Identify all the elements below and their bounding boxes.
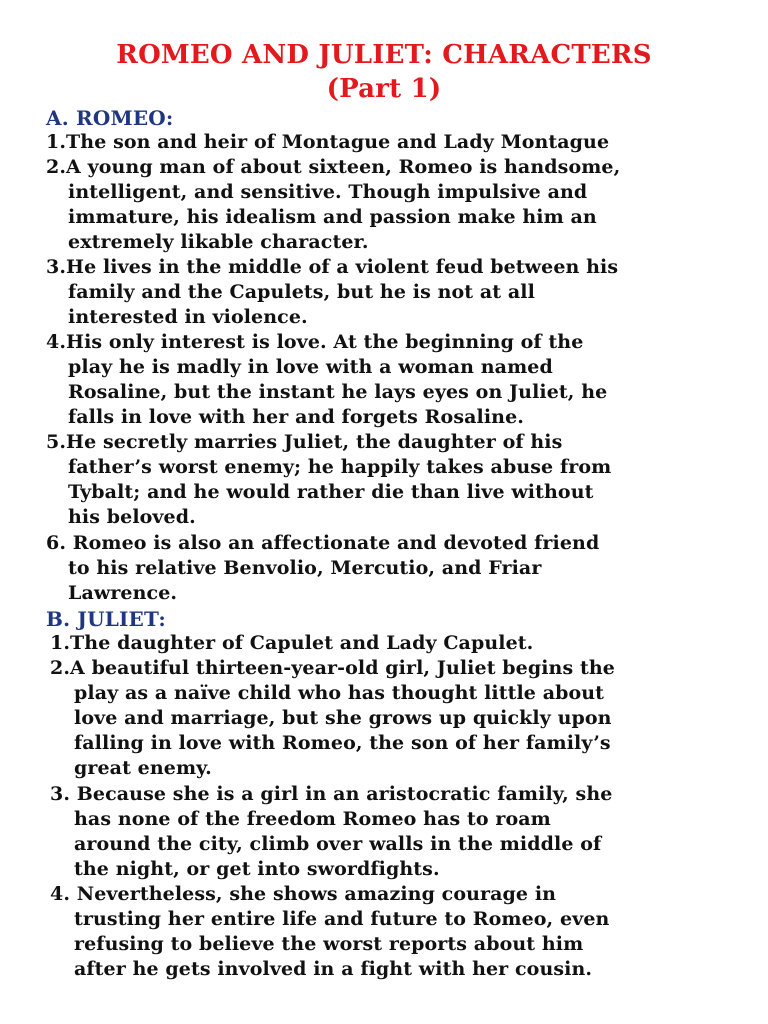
item-line: 5.He secretly marries Juliet, the daughter of his	[46, 431, 563, 453]
item-line: family and the Capulets, but he is not at all	[68, 281, 535, 303]
romeo-item-3	[46, 255, 618, 330]
item-line: around the city, climb over walls in the middle of	[74, 833, 602, 855]
item-line: extremely likable character.	[68, 231, 369, 253]
item-line: refusing to believe the worst reports about him	[74, 933, 584, 955]
romeo-item-1	[46, 130, 609, 155]
item-line: falling in love with Romeo, the son of her family’s	[74, 732, 611, 754]
item-line: falls in love with her and forgets Rosaline.	[68, 406, 524, 428]
page-title: ROMEO AND JULIET: CHARACTERS	[116, 40, 652, 70]
section-heading-juliet: B. JULIET:	[46, 607, 166, 631]
section-heading-romeo: A. ROMEO:	[46, 106, 174, 130]
item-line: love and marriage, but she grows up quickly upon	[74, 707, 612, 729]
item-line: 4.His only interest is love. At the beginning of the	[46, 331, 584, 353]
item-line: Tybalt; and he would rather die than live without	[68, 481, 594, 503]
item-line: play as a naïve child who has thought little about	[74, 682, 605, 704]
item-line: 2.A young man of about sixteen, Romeo is handsome,	[46, 156, 621, 178]
item-line: 2.A beautiful thirteen-year-old girl, Juliet begins the	[50, 657, 615, 679]
page-subtitle: (Part 1)	[326, 74, 442, 104]
item-line: great enemy.	[74, 757, 212, 779]
item-line: father’s worst enemy; he happily takes abuse from	[68, 456, 612, 478]
item-line: immature, his idealism and passion make him an	[68, 206, 597, 228]
item-line: the night, or get into swordfights.	[74, 858, 440, 880]
romeo-item-4	[46, 330, 607, 430]
romeo-item-2	[46, 155, 620, 255]
item-line: 1.The son and heir of Montague and Lady Montague	[46, 131, 610, 153]
item-line: intelligent, and sensitive. Though impulsive and	[68, 181, 588, 203]
item-line: after he gets involved in a fight with her cousin.	[74, 958, 593, 980]
item-line: interested in violence.	[68, 306, 308, 328]
item-line: Lawrence.	[68, 582, 178, 604]
item-line: 3. Because she is a girl in an aristocratic family, she	[50, 783, 613, 805]
item-line: his beloved.	[68, 506, 196, 528]
juliet-item-1	[50, 631, 533, 656]
item-line: 4. Nevertheless, she shows amazing courage in	[50, 883, 557, 905]
item-line: to his relative Benvolio, Mercutio, and Friar	[68, 557, 542, 579]
item-line: trusting her entire life and future to Romeo, even	[74, 908, 610, 930]
juliet-item-3	[50, 782, 612, 882]
item-line: 6. Romeo is also an affectionate and devoted friend	[46, 532, 600, 554]
romeo-item-5	[46, 430, 611, 530]
item-line: 3.He lives in the middle of a violent feud between his	[46, 256, 619, 278]
romeo-item-6	[46, 531, 599, 606]
juliet-item-2	[50, 656, 615, 781]
item-line: Rosaline, but the instant he lays eyes on Juliet, he	[68, 381, 608, 403]
item-line: play he is madly in love with a woman named	[68, 356, 553, 378]
item-line: 1.The daughter of Capulet and Lady Capulet.	[50, 632, 534, 654]
item-line: has none of the freedom Romeo has to roam	[74, 808, 551, 830]
juliet-item-4	[50, 882, 609, 982]
